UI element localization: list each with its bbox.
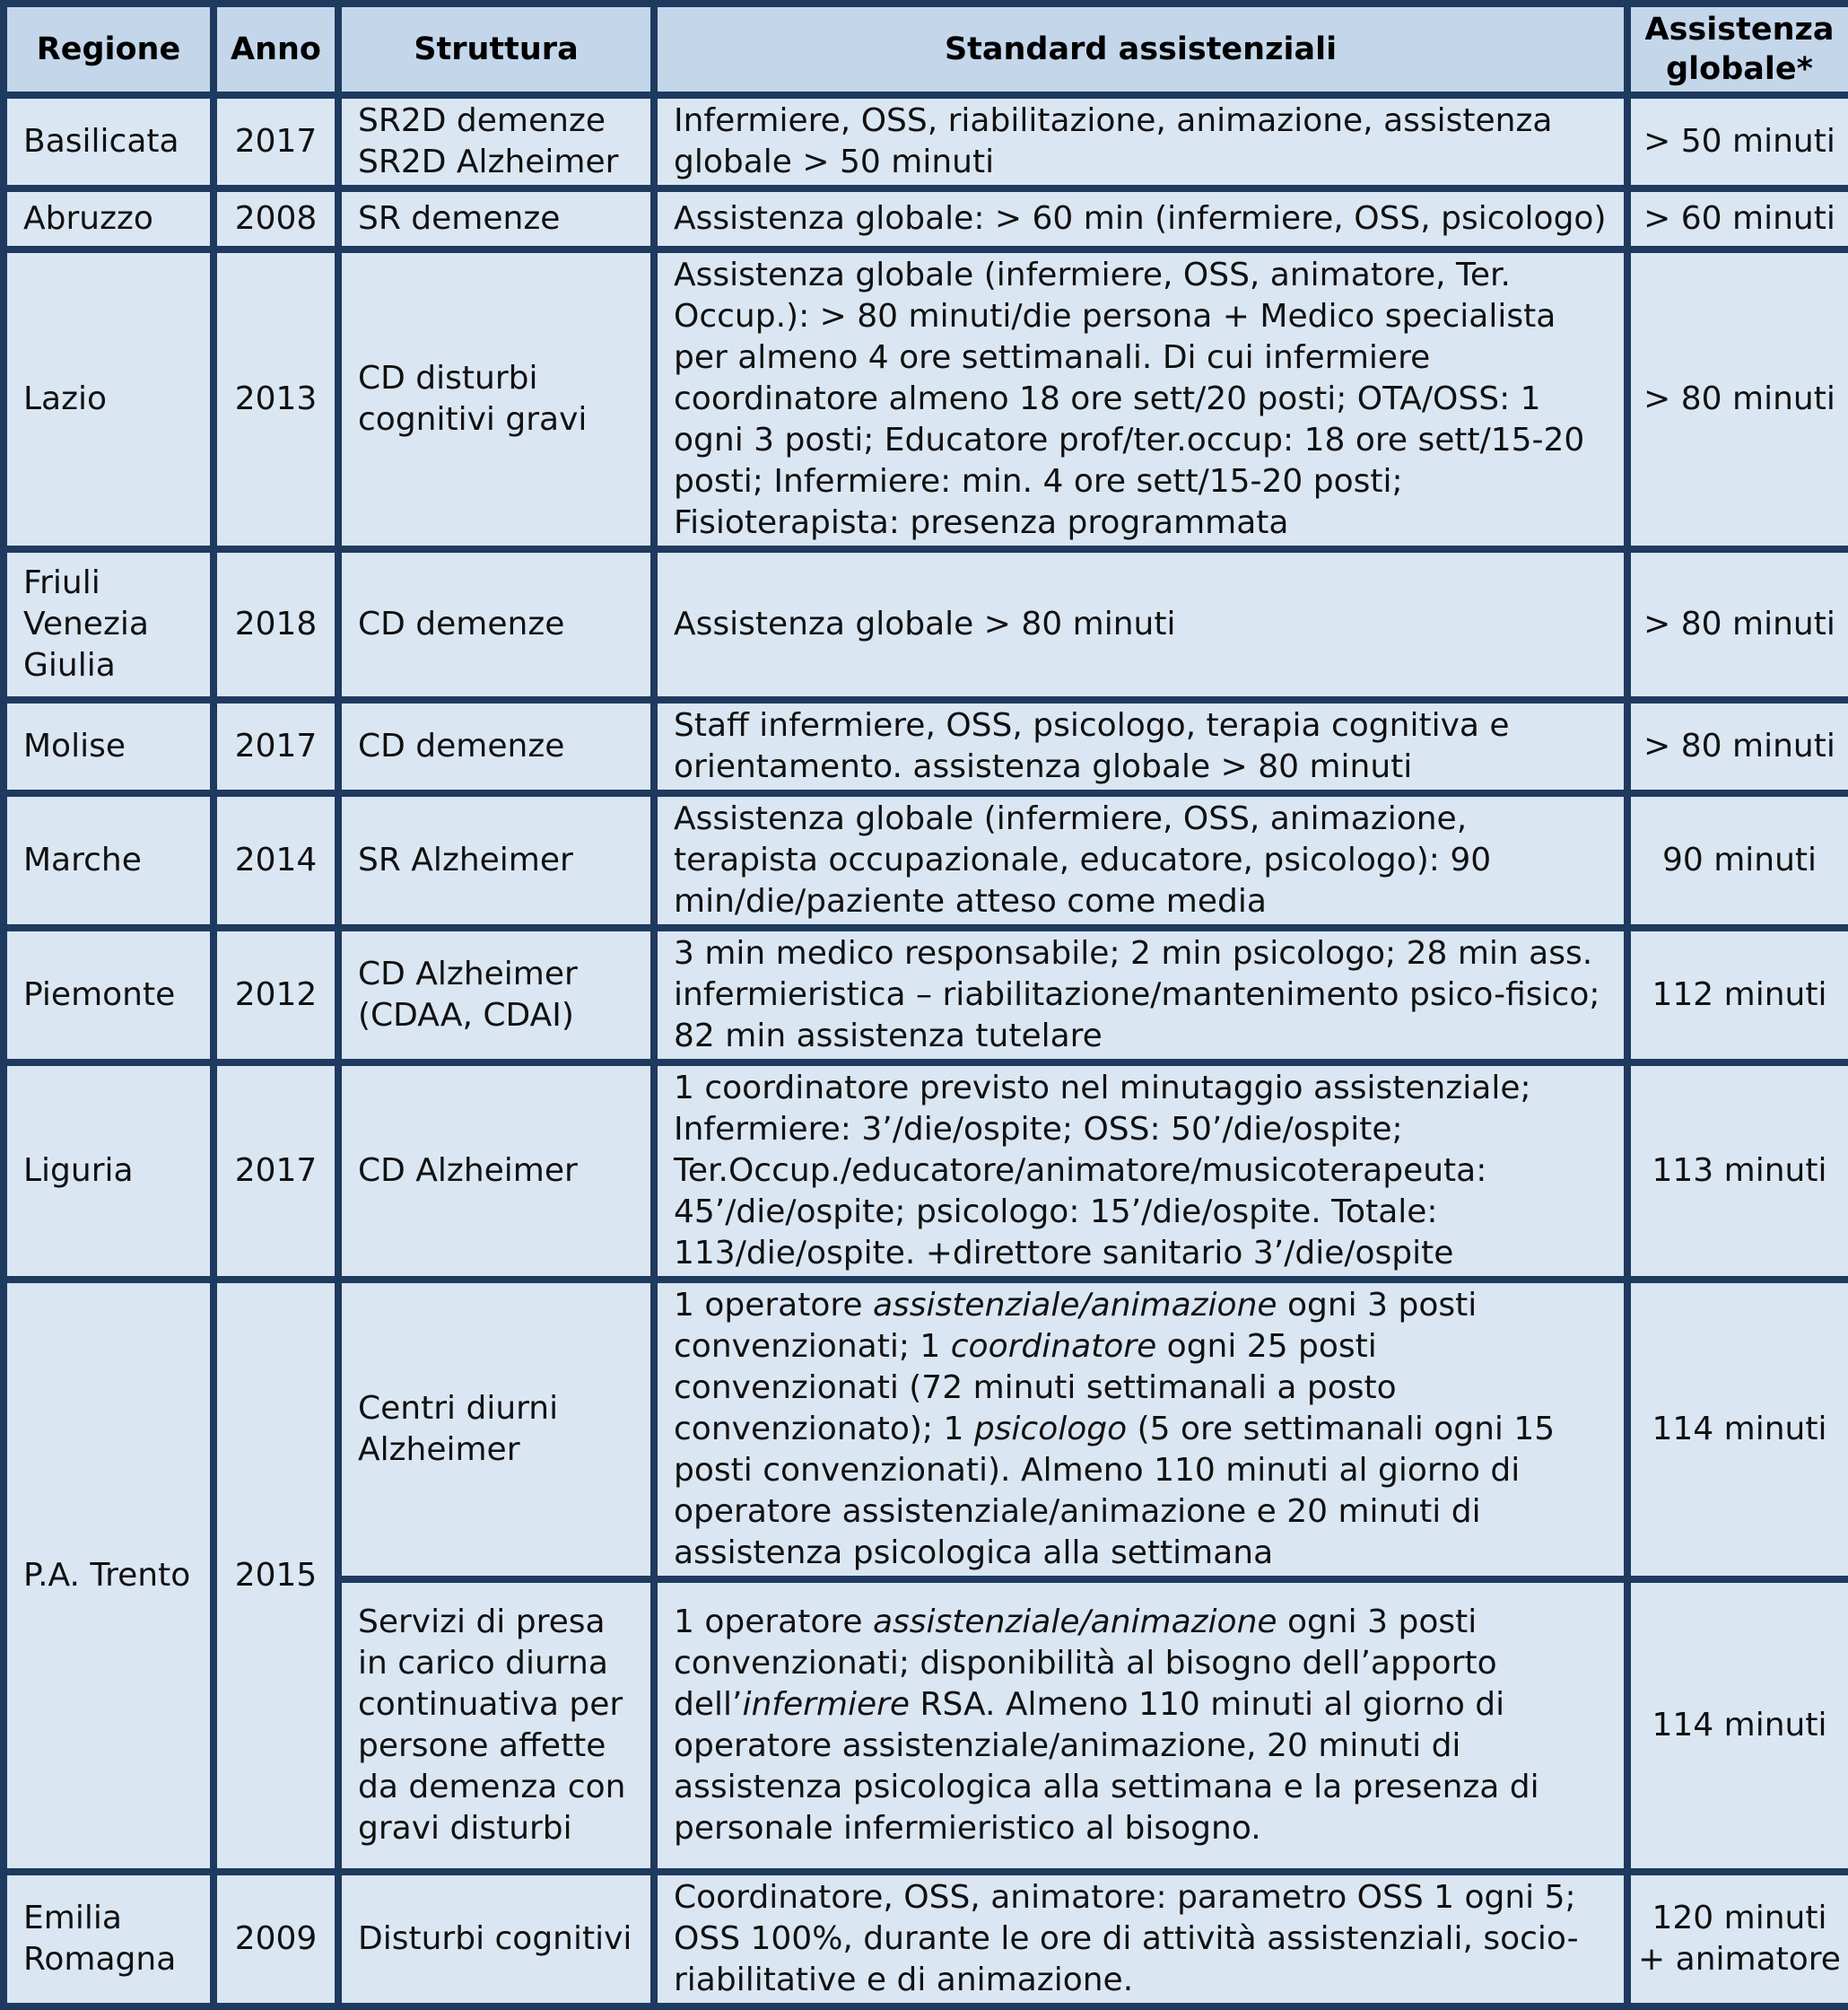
cell-anno: 2018 [217, 553, 335, 696]
text-segment-italic: assistenziale/animazione [872, 1604, 1277, 1640]
cell-globale: 112 minuti [1631, 931, 1848, 1059]
cell-anno: 2009 [217, 1875, 335, 2003]
table-row [7, 1066, 1848, 1276]
text-segment: (5 ore settimanali ogni 15 posti convenzionati). Almeno 110 minuti al giorno di operatore assistenziale/animazione e 20 minuti di assistenza psicologica alla settimana [674, 1411, 1556, 1571]
cell-globale: 114 minuti [1631, 1583, 1848, 1868]
cell-anno: 2014 [217, 797, 335, 924]
table-row [7, 253, 1848, 546]
table-row [7, 192, 1848, 246]
table-row [7, 553, 1848, 696]
cell-regione: Emilia Romagna [7, 1875, 210, 2003]
cell-struttura: Servizi di presa in carico diurna continuativa per persone affette da demenza con gravi disturbi [342, 1583, 650, 1868]
cell-struttura: CD demenze [342, 704, 650, 790]
cell-struttura: Centri diurni Alzheimer [342, 1283, 650, 1576]
cell-struttura: SR Alzheimer [342, 797, 650, 924]
header-standard: Standard assistenziali [658, 7, 1624, 92]
text-segment: 1 operatore [674, 1287, 873, 1324]
cell-standard: Assistenza globale (infermiere, OSS, animazione, terapista occupazionale, educatore, psicologo): 90 min/die/paziente atteso come media [658, 797, 1624, 924]
cell-struttura: CD demenze [342, 553, 650, 696]
table-row [7, 797, 1848, 924]
cell-standard: Assistenza globale (infermiere, OSS, animatore, Ter. Occup.): > 80 minuti/die persona + Medico specialista per almeno 4 ore settimanali. Di cui infermiere coordinatore almeno 18 ore sett/20 posti; OTA/OSS: 1 ogni 3 posti; Educatore prof/ter.occup: 18 ore sett/15-20 posti; Infermiere: min. 4 ore sett/15-20 posti; Fisioterapista: presenza programmata [658, 253, 1624, 546]
cell-struttura: CD Alzheimer [342, 1066, 650, 1276]
cell-globale: 90 minuti [1631, 797, 1848, 924]
header-row [7, 7, 1848, 92]
cell-regione: Molise [7, 704, 210, 790]
cell-globale: 114 minuti [1631, 1283, 1848, 1576]
text-segment-italic: coordinatore [950, 1328, 1157, 1365]
cell-anno: 2017 [217, 704, 335, 790]
cell-standard: Staff infermiere, OSS, psicologo, terapia cognitiva e orientamento. assistenza globale > 80 minuti [658, 704, 1624, 790]
header-globale: Assistenza globale* [1631, 7, 1848, 92]
header-anno: Anno [217, 7, 335, 92]
cell-regione: Friuli Venezia Giulia [7, 553, 210, 696]
cell-regione: Abruzzo [7, 192, 210, 246]
header-struttura: Struttura [342, 7, 650, 92]
text-segment: ogni 25 posti convenzionati (72 minuti settimanali a posto convenzionato); 1 [674, 1328, 1397, 1447]
header-regione: Regione [7, 7, 210, 92]
cell-globale: 120 minuti + animatore [1631, 1875, 1848, 2003]
cell-standard [658, 1283, 1624, 1576]
cell-globale: > 80 minuti [1631, 253, 1848, 546]
cell-standard: Infermiere, OSS, riabilitazione, animazione, assistenza globale > 50 minuti [658, 99, 1624, 185]
cell-regione: Lazio [7, 253, 210, 546]
cell-globale: > 80 minuti [1631, 704, 1848, 790]
cell-anno: 2017 [217, 1066, 335, 1276]
cell-struttura: Disturbi cognitivi [342, 1875, 650, 2003]
cell-standard: Assistenza globale: > 60 min (infermiere, OSS, psicologo) [658, 192, 1624, 246]
cell-standard: 3 min medico responsabile; 2 min psicologo; 28 min ass. infermieristica – riabilitazione/mantenimento psico-fisico; 82 min assistenza tutelare [658, 931, 1624, 1059]
text-segment-italic: psicologo [973, 1411, 1128, 1447]
cell-anno: 2012 [217, 931, 335, 1059]
text-segment: ogni 3 posti convenzionati; disponibilità al bisogno dell’apporto dell’ [674, 1604, 1497, 1723]
cell-globale: > 80 minuti [1631, 553, 1848, 696]
cell-anno: 2008 [217, 192, 335, 246]
cell-struttura: SR2D demenze SR2D Alzheimer [342, 99, 650, 185]
cell-standard: Assistenza globale > 80 minuti [658, 553, 1624, 696]
cell-anno: 2017 [217, 99, 335, 185]
cell-anno: 2015 [217, 1283, 335, 1868]
cell-struttura: SR demenze [342, 192, 650, 246]
cell-regione: Basilicata [7, 99, 210, 185]
cell-struttura: CD disturbi cognitivi gravi [342, 253, 650, 546]
table-row [7, 704, 1848, 790]
table-row [7, 1875, 1848, 2003]
table-row [7, 99, 1848, 185]
cell-regione: Marche [7, 797, 210, 924]
cell-standard [658, 1583, 1624, 1868]
cell-regione: Liguria [7, 1066, 210, 1276]
cell-regione: P.A. Trento [7, 1283, 210, 1868]
table-row [7, 931, 1848, 1059]
cell-globale: > 50 minuti [1631, 99, 1848, 185]
cell-standard: 1 coordinatore previsto nel minutaggio assistenziale; Infermiere: 3’/die/ospite; OSS: 50’/die/ospite; Ter.Occup./educatore/animatore/musicoterapeuta: 45’/die/ospite; psicologo: 15’/die/ospite. Totale: 113/die/ospite. +direttore sanitario 3’/die/ospite [658, 1066, 1624, 1276]
text-segment-italic: assistenziale/animazione [872, 1287, 1277, 1324]
cell-globale: 113 minuti [1631, 1066, 1848, 1276]
cell-standard: Coordinatore, OSS, animatore: parametro OSS 1 ogni 5; OSS 100%, durante le ore di attività assistenziali, socio-riabilitative e di animazione. [658, 1875, 1624, 2003]
cell-regione: Piemonte [7, 931, 210, 1059]
cell-globale: > 60 minuti [1631, 192, 1848, 246]
text-segment-italic: infermiere [742, 1686, 911, 1723]
text-segment: 1 operatore [674, 1604, 873, 1640]
text-segment: ogni 3 posti convenzionati; 1 [674, 1287, 1478, 1365]
cell-struttura: CD Alzheimer (CDAA, CDAI) [342, 931, 650, 1059]
table-row [7, 1283, 1848, 1576]
cell-anno: 2013 [217, 253, 335, 546]
text-segment: RSA. Almeno 110 minuti al giorno di operatore assistenziale/animazione, 20 minuti di assistenza psicologica alla settimana e la presenza di personale infermieristico al bisogno. [674, 1686, 1539, 1847]
